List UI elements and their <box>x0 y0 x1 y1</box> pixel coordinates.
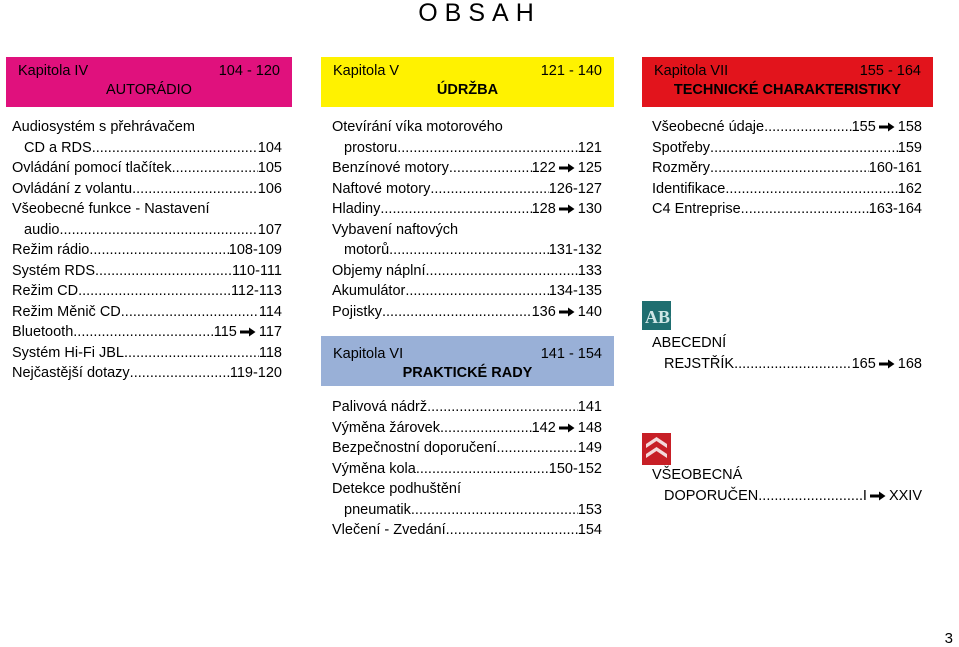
entry-label: Ovládání z volantu <box>12 180 133 197</box>
entry-label: Identifikace <box>652 180 726 197</box>
page-ref: 115 117 <box>213 324 282 340</box>
entry-label: Pojistky <box>332 303 382 320</box>
logo-text: AB <box>645 307 671 327</box>
leader-dots <box>440 418 532 439</box>
leader-dots <box>132 179 258 200</box>
arrow-right-icon <box>240 327 256 337</box>
page-ref: 107 <box>257 221 282 238</box>
entry-label-line2: prostoru <box>344 139 398 156</box>
page-ref: 163-164 <box>868 201 922 217</box>
leader-dots <box>427 397 578 418</box>
page-ref: 149 <box>577 440 602 456</box>
entry-label: Naftové motory <box>332 180 431 197</box>
leader-dots <box>710 138 898 159</box>
leader-dots <box>89 240 228 261</box>
toc-entry[interactable] <box>12 302 282 323</box>
leader-dots <box>725 179 897 200</box>
page-ref: 131-132 <box>548 242 602 258</box>
toc-entry[interactable] <box>12 281 282 302</box>
page-ref: 106 <box>257 180 282 197</box>
entry-label: Benzínové motory <box>332 160 449 176</box>
leader-dots <box>172 158 258 179</box>
page-ref: 159 <box>897 139 922 156</box>
chapter-range: 121 - 140 <box>540 63 602 79</box>
toc-entry[interactable] <box>332 117 602 158</box>
leader-dots <box>710 158 869 179</box>
arrow-right-icon <box>870 491 886 501</box>
toc-entry[interactable] <box>332 158 602 179</box>
entry-label: Režim rádio <box>12 242 90 258</box>
alphabetical-index-entry[interactable] <box>652 333 922 374</box>
index-line2: REJSTŘÍK <box>664 355 735 372</box>
page-ref: 110-111 <box>232 262 282 279</box>
toc-entry[interactable] <box>332 520 602 541</box>
entry-label: Všeobecné údaje <box>652 119 765 135</box>
toc-entry[interactable] <box>332 397 602 418</box>
chapter-7-entries <box>652 117 922 220</box>
chapter-name: TECHNICKÉ CHARAKTERISTIKY <box>673 82 902 98</box>
page-title: OBSAH <box>418 0 541 27</box>
chapter-5-entries <box>332 117 602 322</box>
leader-dots <box>496 438 577 459</box>
toc-entry[interactable] <box>332 281 602 302</box>
toc-entry[interactable] <box>652 199 922 220</box>
leader-dots <box>446 520 578 541</box>
entry-label: Spotřeby <box>652 139 711 156</box>
page-number: 3 <box>944 630 953 647</box>
page-ref: 112-113 <box>230 283 282 299</box>
leader-dots <box>382 302 532 323</box>
entry-label: Nejčastější dotazy <box>12 365 130 381</box>
chapter-name: PRAKTICKÉ RADY <box>402 365 533 381</box>
toc-entry[interactable] <box>12 179 282 200</box>
entry-label: Bezpečnostní doporučení <box>332 440 497 456</box>
leader-dots <box>741 199 869 220</box>
chapter-range: 141 - 154 <box>540 346 602 362</box>
page-ref: 136 140 <box>531 303 602 320</box>
general-line1: VŠEOBECNÁ <box>652 467 743 483</box>
leader-dots <box>449 158 532 179</box>
leader-dots <box>758 486 863 507</box>
entry-label-line2: pneumatik <box>344 501 411 518</box>
toc-entry[interactable] <box>332 179 602 200</box>
entry-label: Systém RDS <box>12 262 95 279</box>
page-ref: 160-161 <box>868 160 922 176</box>
entry-label-line2: motorů <box>344 242 390 258</box>
toc-entry[interactable] <box>12 261 282 282</box>
chapter-label: Kapitola VI <box>333 346 404 362</box>
arrow-right-icon <box>559 307 575 317</box>
toc-entry[interactable] <box>652 158 922 179</box>
toc-entry[interactable] <box>12 240 282 261</box>
toc-entry[interactable] <box>652 179 922 200</box>
arrow-right-icon <box>879 122 895 132</box>
entry-label: Palivová nádrž <box>332 399 428 415</box>
toc-entry[interactable] <box>332 479 602 520</box>
entry-label-line1: Vybavení naftových <box>332 221 459 238</box>
page-ref: 142 148 <box>531 419 602 436</box>
page-ref: 118 <box>258 344 282 361</box>
page-ref: 141 <box>577 399 602 415</box>
entry-label: Režim Měnič CD <box>12 303 121 320</box>
alphabetical-index-icon <box>642 301 671 330</box>
toc-entry[interactable] <box>12 343 282 364</box>
entry-label-line1: Audiosystém s přehrávačem <box>12 119 195 135</box>
toc-entry[interactable] <box>12 158 282 179</box>
leader-dots <box>734 354 852 375</box>
page-ref: 114 <box>258 303 282 320</box>
page-ref: 134-135 <box>548 283 602 299</box>
leader-dots <box>92 138 258 159</box>
entry-label: Ovládání pomocí tlačítek <box>12 160 172 176</box>
page-ref: 126-127 <box>548 180 602 197</box>
citroen-logo-icon <box>642 433 671 465</box>
entry-label: Objemy náplní <box>332 262 426 279</box>
toc-entry[interactable] <box>332 302 602 323</box>
page-ref: 108-109 <box>228 242 282 258</box>
leader-dots <box>411 500 578 521</box>
page-ref: 105 <box>257 160 282 176</box>
chapter-range: 104 - 120 <box>218 63 280 79</box>
leader-dots <box>59 220 257 241</box>
chapter-6-header[interactable] <box>321 336 614 386</box>
chapter-name: AUTORÁDIO <box>106 82 192 98</box>
entry-label-line1: Otevírání víka motorového <box>332 119 503 135</box>
entry-label-line1: Detekce podhuštění <box>332 481 461 497</box>
leader-dots <box>405 281 548 302</box>
page-ref: 165 168 <box>851 355 922 372</box>
chapter-name: ÚDRŽBA <box>436 82 499 98</box>
entry-label: Režim CD <box>12 283 79 299</box>
page-ref: 155 158 <box>851 119 922 135</box>
chapter-label: Kapitola VII <box>654 63 729 79</box>
leader-dots <box>430 179 548 200</box>
toc-entry[interactable] <box>332 459 602 480</box>
index-line1: ABECEDNÍ <box>652 335 727 351</box>
leader-dots <box>121 302 259 323</box>
leader-dots <box>78 281 231 302</box>
general-recommendations-entry[interactable] <box>652 465 922 506</box>
page-ref: 154 <box>577 522 602 538</box>
toc-entry[interactable] <box>12 363 282 384</box>
leader-dots <box>426 261 578 282</box>
toc-entry[interactable] <box>332 220 602 261</box>
page-ref: 104 <box>257 139 282 156</box>
entry-label: C4 Entreprise <box>652 201 741 217</box>
entry-label: Výměna žárovek <box>332 419 440 436</box>
entry-label: Rozměry <box>652 160 711 176</box>
entry-label: Výměna kola <box>332 460 416 477</box>
chapter-range: 155 - 164 <box>859 63 921 79</box>
toc-entry[interactable] <box>12 322 282 343</box>
toc-entry[interactable] <box>332 418 602 439</box>
chapter-label: Kapitola IV <box>18 63 89 79</box>
page-ref: 150-152 <box>548 460 602 477</box>
toc-entry[interactable] <box>12 199 282 240</box>
toc-entry[interactable] <box>12 117 282 158</box>
chapter-6-entries <box>332 397 602 541</box>
leader-dots <box>124 343 259 364</box>
toc-entry[interactable] <box>652 117 922 138</box>
leader-dots <box>95 261 232 282</box>
leader-dots <box>380 199 531 220</box>
page-ref: 162 <box>897 180 922 197</box>
entry-label: Bluetooth <box>12 324 74 340</box>
leader-dots <box>397 138 578 159</box>
entry-label: Systém Hi-Fi JBL <box>12 344 124 361</box>
arrow-right-icon <box>559 423 575 433</box>
page-ref: 119-120 <box>229 365 282 381</box>
chapter-4-entries <box>12 117 282 384</box>
leader-dots <box>73 322 213 343</box>
entry-label-line1: Všeobecné funkce - Nastavení <box>12 201 210 217</box>
chapter-7-header[interactable] <box>642 57 933 107</box>
entry-label-line2: CD a RDS <box>24 139 92 156</box>
toc-entry[interactable] <box>332 261 602 282</box>
arrow-right-icon <box>559 204 575 214</box>
leader-dots <box>764 117 852 138</box>
entry-label: Hladiny <box>332 201 381 217</box>
arrow-right-icon <box>879 359 895 369</box>
entry-label-line2: audio <box>24 221 60 238</box>
page-ref: I XXIV <box>862 487 922 504</box>
general-line2: DOPORUČEN <box>664 487 759 504</box>
chapter-4-header[interactable] <box>6 57 292 107</box>
toc-entry[interactable] <box>332 199 602 220</box>
page-ref: 128 130 <box>531 201 602 217</box>
leader-dots <box>389 240 549 261</box>
page-ref: 133 <box>577 262 602 279</box>
arrow-right-icon <box>559 163 575 173</box>
entry-label: Akumulátor <box>332 283 406 299</box>
page-ref: 153 <box>577 501 602 518</box>
page-ref: 122 125 <box>531 160 602 176</box>
chapter-label: Kapitola V <box>333 63 400 79</box>
toc-entry[interactable] <box>652 138 922 159</box>
page-ref: 121 <box>577 139 602 156</box>
entry-label: Vlečení - Zvedání <box>332 522 446 538</box>
leader-dots <box>416 459 549 480</box>
leader-dots <box>130 363 230 384</box>
toc-entry[interactable] <box>332 438 602 459</box>
chapter-5-header[interactable] <box>321 57 614 107</box>
